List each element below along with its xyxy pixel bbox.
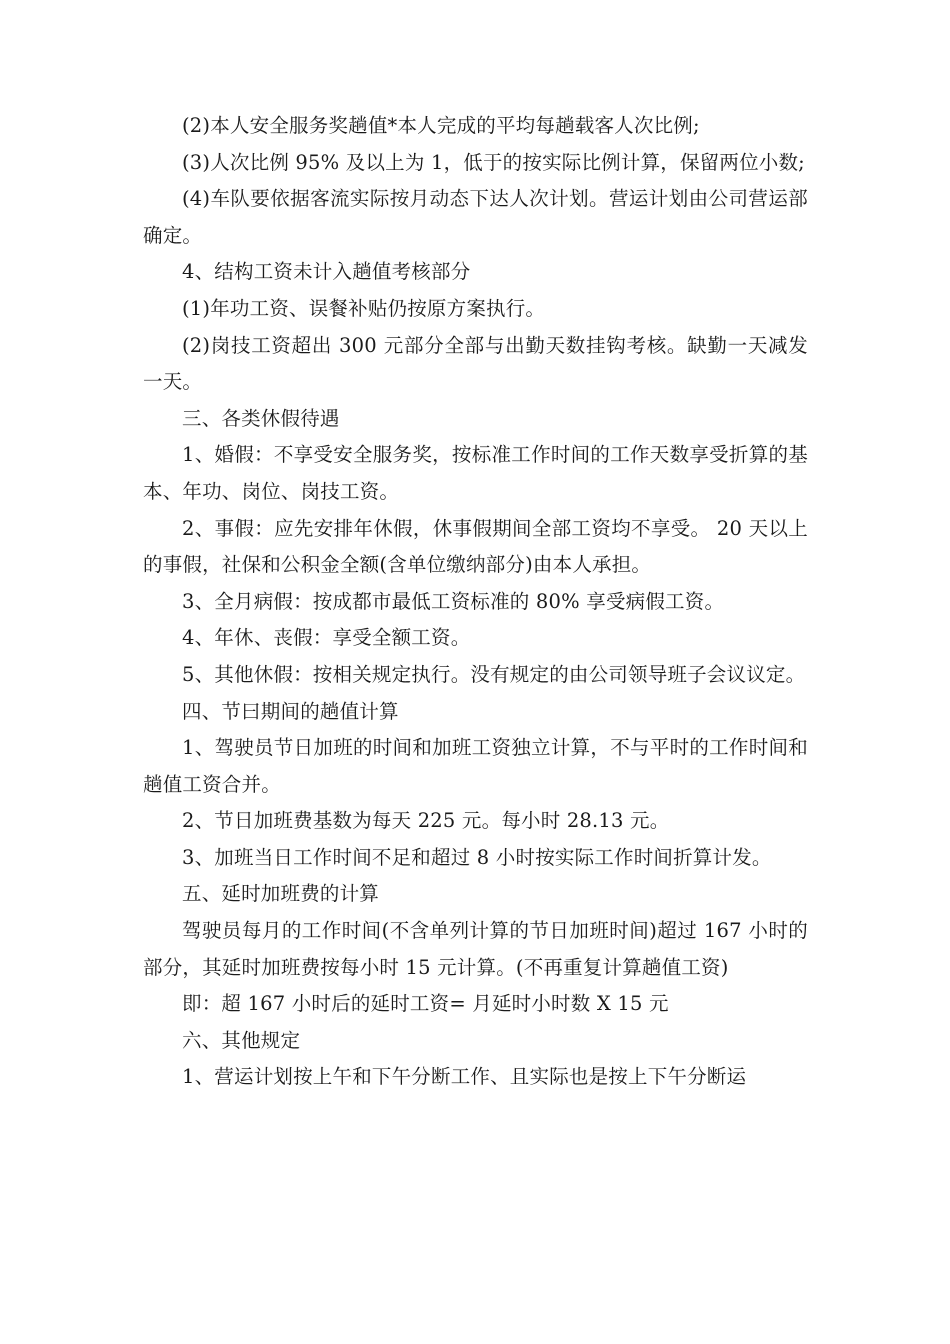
paragraph-holiday-3: 3、加班当日工作时间不足和超过 8 小时按实际工作时间折算计发。: [182, 845, 772, 869]
section-heading-6: 六、其他规定: [182, 1028, 301, 1052]
paragraph-holiday-2: 2、节日加班费基数为每天 225 元。每小时 28.13 元。: [182, 809, 670, 833]
paragraph-sick-leave: 3、全月病假：按成都市最低工资标准的 80% 享受病假工资。: [182, 589, 725, 613]
paragraph-other-leave: 5、其他休假：按相关规定执行。没有规定的由公司领导班子会议议定。: [182, 662, 806, 686]
paragraph-annual-leave: 4、年休、丧假：享受全额工资。: [182, 626, 471, 650]
paragraph-2: (3)人次比例 95% 及以上为 1，低于的按实际比例计算，保留两位小数;: [182, 150, 805, 174]
section-heading-4-holiday: 四、节曰期间的趟值计算: [182, 699, 399, 723]
paragraph-holiday-1: 1、驾驶员节日加班的时间和加班工资独立计算，不与平时的工作时间和趟值工资合并。: [143, 736, 808, 796]
paragraph-overtime: 驾驶员每月的工作时间(不含单列计算的节日加班时间)超过 167 小时的部分，其延时加班费按每小时 15 元计算。(不再重复计算趟值工资): [143, 919, 808, 979]
paragraph-6: (2)岗技工资超出 300 元部分全部与出勤天数挂钩考核。缺勤一天减发一天。: [143, 333, 808, 394]
document-page: [143, 108, 808, 1096]
paragraph-personal-leave: 2、事假：应先安排年休假，休事假期间全部工资均不享受。 20 天以上的事假，社保和公积金全额(含单位缴纳部分)由本人承担。: [143, 516, 808, 577]
section-heading-5: 五、延时加班费的计算: [182, 882, 380, 906]
paragraph-3: (4)车队要依据客流实际按月动态下达人次计划。营运计划由公司营运部确定。: [143, 187, 808, 247]
paragraph-1: (2)本人安全服务奖趟值*本人完成的平均每趟载客人次比例;: [182, 114, 700, 137]
paragraph-5: (1)年功工资、误餐补贴仍按原方案执行。: [182, 296, 546, 320]
paragraph-marriage-leave: 1、婚假：不享受安全服务奖，按标准工作时间的工作天数享受折算的基本、年功、岗位、岗技工资。: [143, 443, 808, 503]
paragraph-overtime-formula: 即：超 167 小时后的延时工资= 月延时小时数 X 15 元: [182, 992, 669, 1016]
section-heading-3: 三、各类休假待遇: [182, 406, 340, 430]
paragraph-other-1: 1、营运计划按上午和下午分断工作、且实际也是按上下午分断运: [182, 1065, 747, 1089]
section-heading-4: 4、结构工资未计入趟值考核部分: [182, 260, 471, 284]
